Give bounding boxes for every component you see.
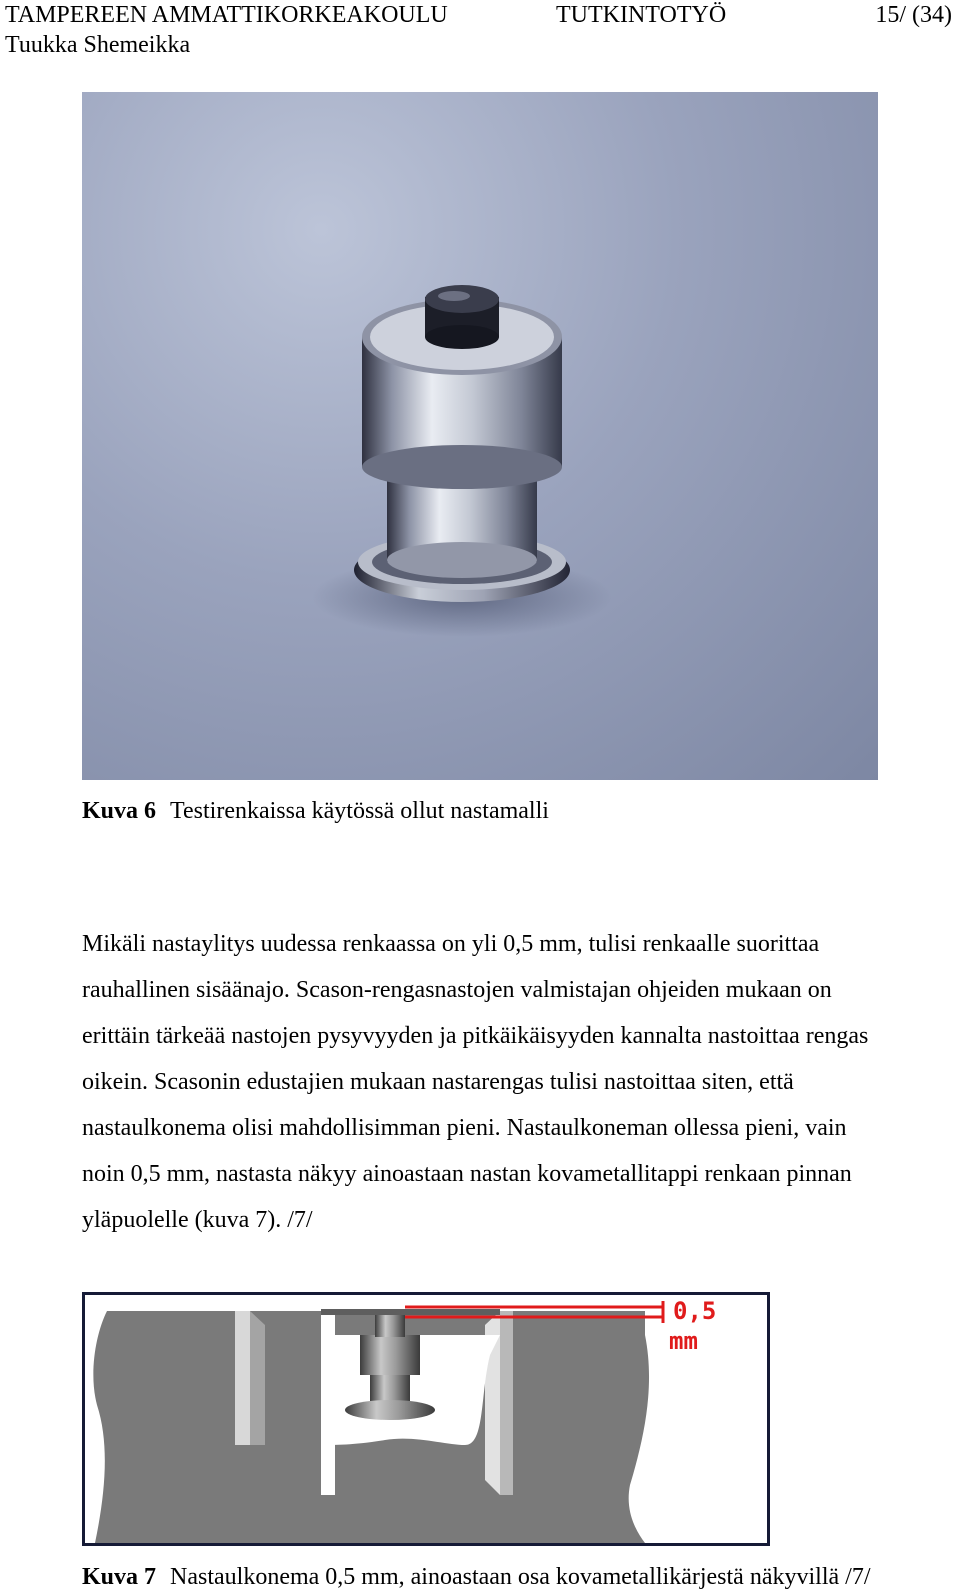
header-institution: TAMPEREEN AMMATTIKORKEAKOULU xyxy=(5,2,448,28)
paragraph-line: Mikäli nastaylitys uudessa renkaassa on yli 0,5 mm, tulisi renkaalle suorittaa xyxy=(82,931,820,957)
paragraph-line: erittäin tärkeää nastojen pysyvyyden ja pitkäikäisyyden kannalta nastoittaa rengas xyxy=(82,1023,869,1049)
figure-caption-text-2: Nastaulkonema 0,5 mm, ainoastaan osa kovametallikärjestä näkyvillä /7/ xyxy=(170,1564,871,1590)
stud-photo xyxy=(82,92,878,780)
header-page-number: 15/ (34) xyxy=(875,2,952,28)
body-paragraph xyxy=(82,921,942,1243)
paragraph-line: noin 0,5 mm, nastasta näkyy ainoastaan nastan kovametallitappi renkaan pinnan xyxy=(82,1161,852,1187)
stud-protrusion-diagram xyxy=(82,1292,770,1546)
measurement-unit: mm xyxy=(669,1327,698,1355)
paragraph-line: rauhallinen sisäänajo. Scason-rengasnastojen valmistajan ohjeiden mukaan on xyxy=(82,977,832,1003)
measurement-value: 0,5 xyxy=(673,1297,717,1325)
protrusion-illustration xyxy=(85,1295,767,1543)
stud-illustration xyxy=(82,92,878,780)
figure-caption-1 xyxy=(82,796,549,826)
header-author: Tuukka Shemeikka xyxy=(5,32,191,58)
figure-label-1: Kuva 6 xyxy=(82,798,157,824)
paragraph-line: yläpuolelle (kuva 7). /7/ xyxy=(82,1207,313,1233)
paragraph-line: nastaulkonema olisi mahdollisimman pieni. Nastaulkoneman ollessa pieni, vain xyxy=(82,1115,847,1141)
figure-caption-text-1: Testirenkaissa käytössä ollut nastamalli xyxy=(170,798,549,824)
paragraph-line: oikein. Scasonin edustajien mukaan nastarengas tulisi nastoittaa siten, että xyxy=(82,1069,794,1095)
figure-label-2: Kuva 7 xyxy=(82,1564,157,1590)
header-doc-type: TUTKINTOTYÖ xyxy=(556,2,727,28)
figure-caption-2 xyxy=(82,1562,870,1592)
